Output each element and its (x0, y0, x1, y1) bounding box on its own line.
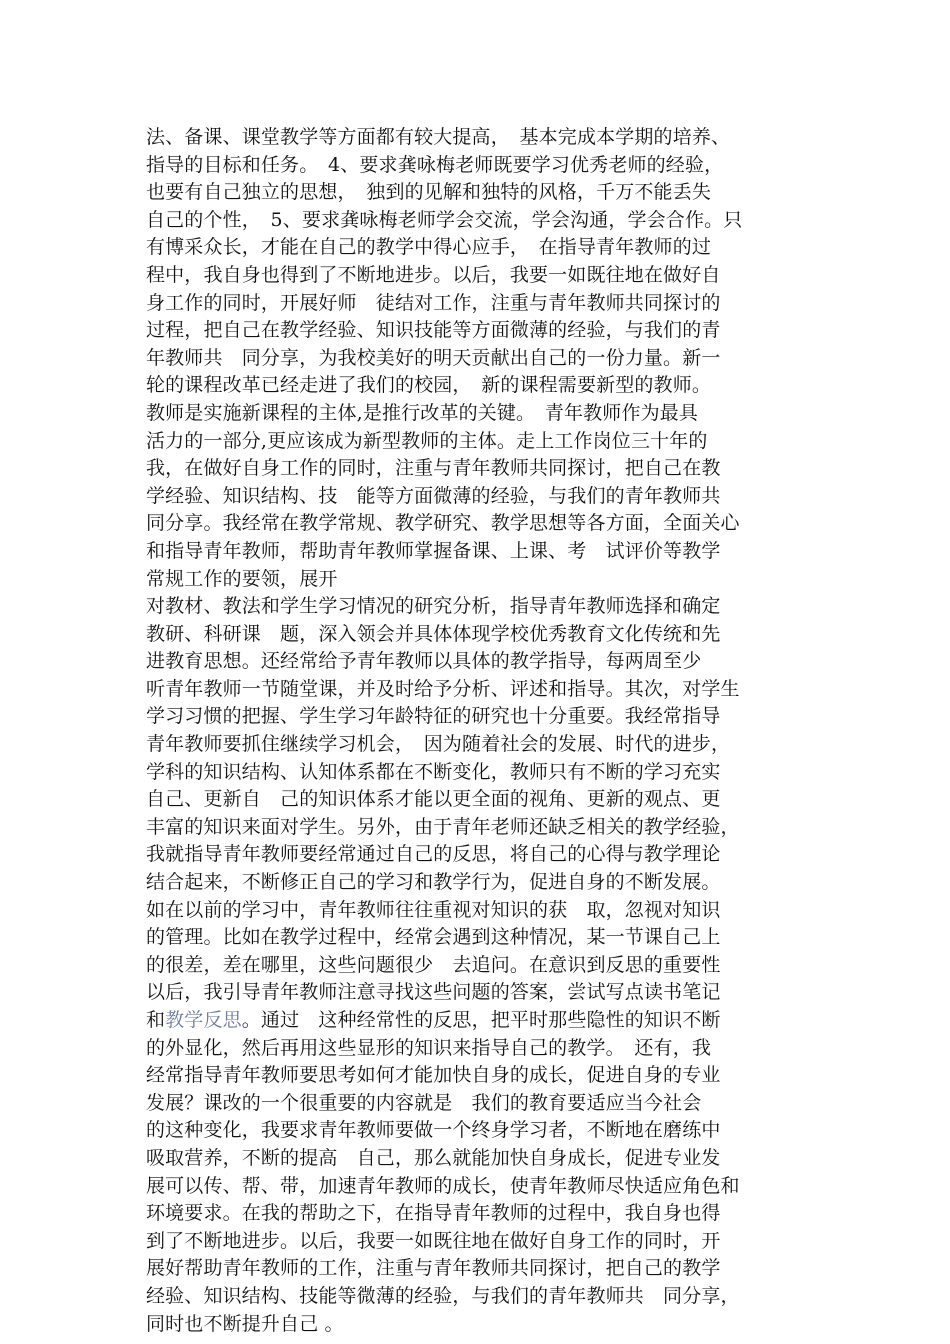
text-line: 到了不断地进步。以后，我要一如既往地在做好自身工作的同时，开 (146, 1229, 721, 1252)
text-line: 程中，我自身也得到了不断地进步。以后，我要一如既往地在做好自 (146, 263, 721, 286)
text-line-with-link (146, 1007, 836, 1035)
text-line: 我就指导青年教师要经常通过自己的反思，将自己的心得与教学理论 (146, 843, 721, 866)
text-line: 年教师共 同分享，为我校美好的明天贡献出自己的一份力量。新一 (146, 346, 721, 369)
text-line: 的外显化，然后再用这些显形的知识来指导自己的教学。 还有，我 (146, 1036, 712, 1059)
text-line: 进教育思想。还经常给予青年教师以具体的教学指导，每两周至少 (146, 650, 702, 673)
text-fragment: 和 (146, 1009, 166, 1031)
text-line: 也要有自己独立的思想， 独到的见解和独特的风格，千万不能丢失 (146, 181, 712, 204)
text-line: 结合起来，不断修正自己的学习和教学行为，促进自身的不断发展。 (146, 871, 721, 894)
text-line: 和指导青年教师，帮助青年教师掌握备课、上课、考 试评价等教学 (146, 539, 721, 562)
teaching-reflection-link[interactable]: 教学反思 (165, 1009, 242, 1031)
text-line: 经常指导青年教师要思考如何才能加快自身的成长，促进自身的专业 (146, 1064, 721, 1087)
text-line: 学习习惯的把握、学生学习年龄特征的研究也十分重要。我经常指导 (146, 705, 721, 728)
text-line: 法、备课、课堂教学等方面都有较大提高， 基本完成本学期的培养、 (146, 126, 731, 148)
text-line: 展好帮助青年教师的工作，注重与青年教师共同探讨，把自己的教学 (146, 1257, 721, 1280)
text-line: 青年教师要抓住继续学习机会， 因为随着社会的发展、时代的进步， (146, 733, 731, 756)
text-line: 我，在做好自身工作的同时，注重与青年教师共同探讨，把自己在教 (146, 457, 721, 480)
text-line: 轮的课程改革已经走进了我们的校园， 新的课程需要新型的教师。 (146, 374, 712, 397)
text-line: 的管理。比如在教学过程中，经常会遇到这种情况，某一节课自己上 (146, 926, 721, 949)
text-line: 有博采众长，才能在自己的教学中得心应手， 在指导青年教师的过 (146, 236, 712, 259)
text-line: 发展？课改的一个很重要的内容就是 我们的教育要适应当今社会 (146, 1091, 702, 1114)
text-line: 自己的个性， 5、要求龚咏梅老师学会交流，学会沟通，学会合作。只 (146, 208, 743, 231)
text-line: 以后，我引导青年教师注意寻找这些问题的答案，尝试写点读书笔记 (146, 981, 721, 1004)
text-line: 过程，把自己在教学经验、知识技能等方面微薄的经验，与我们的青 (146, 319, 721, 342)
text-line: 教研、科研课 题，深入领会并具体体现学校优秀教育文化传统和先 (146, 622, 721, 645)
text-line: 常规工作的要领，展开 (146, 567, 338, 590)
text-line: 展可以传、帮、带，加速青年教师的成长，使青年教师尽快适应角色和 (146, 1174, 740, 1197)
text-line: 自己、更新自 己的知识体系才能以更全面的视角、更新的观点、更 (146, 788, 721, 811)
body-text (146, 124, 836, 1338)
text-line: 吸取营养，不断的提高 自己，那么就能加快自身成长，促进专业发 (146, 1146, 721, 1169)
text-line: 对教材、教法和学生学习情况的研究分析，指导青年教师选择和确定 (146, 595, 721, 618)
text-line: 指导的目标和任务。 4、要求龚咏梅老师既要学习优秀老师的经验， (146, 153, 724, 176)
text-line: 丰富的知识来面对学生。另外，由于青年老师还缺乏相关的教学经验， (146, 815, 740, 838)
text-line: 环境要求。在我的帮助之下，在指导青年教师的过程中，我自身也得 (146, 1202, 721, 1225)
text-line: 教师是实施新课程的主体,是推行改革的关键。 青年教师作为最具 (146, 401, 699, 424)
text-line: 学经验、知识结构、技 能等方面微薄的经验，与我们的青年教师共 (146, 484, 721, 507)
text-fragment: 。通过 这种经常性的反思，把平时那些隐性的知识不断 (241, 1009, 721, 1031)
text-line: 如在以前的学习中，青年教师往往重视对知识的获 取，忽视对知识 (146, 898, 721, 921)
text-line: 同时也不断提升自己 。 (146, 1312, 344, 1335)
text-line: 身工作的同时，开展好师 徒结对工作，注重与青年教师共同探讨的 (146, 291, 721, 314)
text-line: 同分享。我经常在教学常规、教学研究、教学思想等各方面，全面关心 (146, 512, 740, 535)
text-line: 学科的知识结构、认知体系都在不断变化，教师只有不断的学习充实 (146, 760, 721, 783)
text-line: 经验、知识结构、技能等微薄的经验，与我们的青年教师共 同分享， (146, 1284, 740, 1307)
text-line: 的很差，差在哪里，这些问题很少 去追问。在意识到反思的重要性 (146, 953, 721, 976)
text-line: 听青年教师一节随堂课，并及时给予分析、评述和指导。其次，对学生 (146, 677, 740, 700)
text-line: 活力的一部分,更应该成为新型教师的主体。走上工作岗位三十年的 (146, 429, 708, 452)
text-line: 的这种变化，我要求青年教师要做一个终身学习者，不断地在磨练中 (146, 1119, 721, 1142)
